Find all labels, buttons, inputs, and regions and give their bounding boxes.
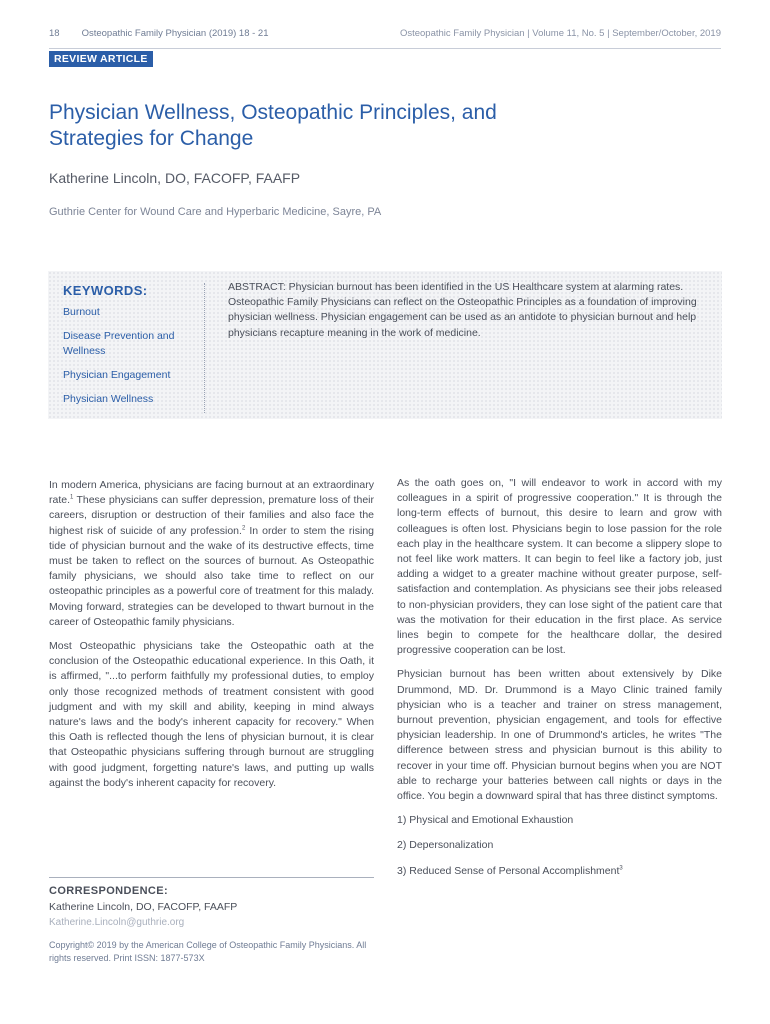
body-paragraph: [49, 478, 374, 630]
correspondence-email[interactable]: Katherine.Lincoln@guthrie.org: [49, 917, 185, 928]
keyword-item: Disease Prevention and Wellness: [63, 330, 175, 357]
article-title: Physician Wellness, Osteopathic Principles, and Strategies for Change: [49, 101, 497, 150]
keyword-item: Physician Wellness: [63, 393, 154, 405]
running-header: [49, 28, 721, 42]
running-header-left: [49, 28, 269, 39]
citation-marker: 1: [70, 494, 74, 501]
header-rule: [49, 48, 721, 49]
text-run: In modern America, physicians are facing burnout at an extraordinary rate.: [49, 479, 374, 507]
journal-citation-left: Osteopathic Family Physician (2019) 18 - 21: [81, 28, 269, 39]
symptom-list-item: [397, 813, 722, 828]
body-paragraph: As the oath goes on, "I will endeavor to work in accord with my colleagues in a spirit of progressive cooperation." It is through the long-term effects of burnout, this desire to learn and grow with colleagues is often lost. Physicians begin to lose passion for the role each play in the healthcare system. It can become a slippery slope to not feel like work matters. It can begin to feel like a factory job, just adding a widget to a greater machine without greater purpose, self-satisfaction and contemplation. As physicians see their jobs released to non-physician providers, they can lose sight of the patient care that was the motivation for their education in the first place. As service lines begin to compete for the healthcare dollar, the desired progressive cooperation can be lost.: [397, 477, 722, 657]
text-run: 1) Physical and Emotional Exhaustion: [397, 814, 574, 827]
symptom-list-item: [397, 864, 722, 879]
text-run: 3) Reduced Sense of Personal Accomplishment: [397, 864, 620, 877]
body-paragraph: Most Osteopathic physicians take the Osteopathic oath at the conclusion of the Osteopathic educational experience. In this Oath, it is affirmed, "...to perform faithfully my professional duties, to employ only those recognized methods of treatment consistent with good judgment and with my skill and ability, keeping in mind always nature's laws and the body's inherent capacity for recovery." When this Oath is reflected though the lens of physician burnout, it is clear that Osteopathic physicians suffering through burnout are struggling with good judgment, forgetting nature's laws, and putting up walls against the body's inherent capacity for recovery.: [49, 640, 374, 789]
copyright-notice: Copyright© 2019 by the American College of Osteopathic Family Physicians. All rights reserved. Print ISSN: 1877-573X: [49, 940, 367, 963]
citation-marker: 2: [241, 525, 246, 532]
correspondence-name: Katherine Lincoln, DO, FACOFP, FAAFP: [49, 901, 238, 913]
citation-marker: 3: [619, 865, 623, 872]
keyword-item: Physician Engagement: [63, 369, 171, 381]
correspondence-rule: [49, 877, 374, 878]
text-run: 2) Depersonalization: [397, 839, 494, 852]
keyword-item: Burnout: [63, 306, 100, 318]
author-name: Katherine Lincoln, DO, FACOFP, FAAFP: [49, 170, 301, 186]
text-run: These physicians can suffer depression, premature loss of their careers, disruption or destruction of their families and also face the highest risk of suicide of any profession.: [49, 494, 374, 537]
journal-citation-right: Osteopathic Family Physician | Volume 11, No. 5 | September/October, 2019: [399, 28, 721, 39]
symptom-list-item: [397, 838, 722, 853]
page-number: 18: [49, 28, 60, 39]
body-column-right: [397, 476, 722, 889]
abstract-text: ABSTRACT: Physician burnout has been identified in the US Healthcare system at alarming rates. Osteopathic Family Physicians can reflect on the Osteopathic Principles as a foundation of improving physician wellness. Physician engagement can be used as an antidote to physician burnout and help physicians recapture meaning in the work of medicine.: [228, 281, 697, 339]
author-affiliation: Guthrie Center for Wound Care and Hyperbaric Medicine, Sayre, PA: [49, 206, 382, 218]
correspondence-heading: CORRESPONDENCE:: [49, 885, 169, 897]
keywords-divider: [204, 283, 205, 413]
body-paragraph: Physician burnout has been written about extensively by Dike Drummond, MD. Dr. Drummond is a Mayo Clinic trained family physician who is a teacher and trainer on stress management, burnout prevention, physician engagement, and tools for effective physician leadership. In one of Drummond's articles, he writes "The difference between stress and physician burnout is this ability to recover in your time off. Physician burnout begins when you are NOT able to recharge your batteries between call nights or days in the office. You begin a downward spiral that has three distinct symptoms.: [397, 668, 722, 803]
keywords-heading: KEYWORDS:: [63, 283, 148, 298]
article-type-badge: REVIEW ARTICLE: [49, 51, 153, 67]
body-column-left: [49, 478, 374, 800]
keywords-list: [63, 283, 199, 416]
text-run: In order to stem the rising tide of physician burnout and the wake of its destructive effects, time must be taken to reflect on the sources of burnout. As Osteopathic family physicians, we should also take time to reflect on our osteopathic principles as a powerful core of treatment for this malady. Moving forward, strategies can be developed to thwart burnout in the career of Osteopathic family physicians.: [49, 524, 374, 628]
